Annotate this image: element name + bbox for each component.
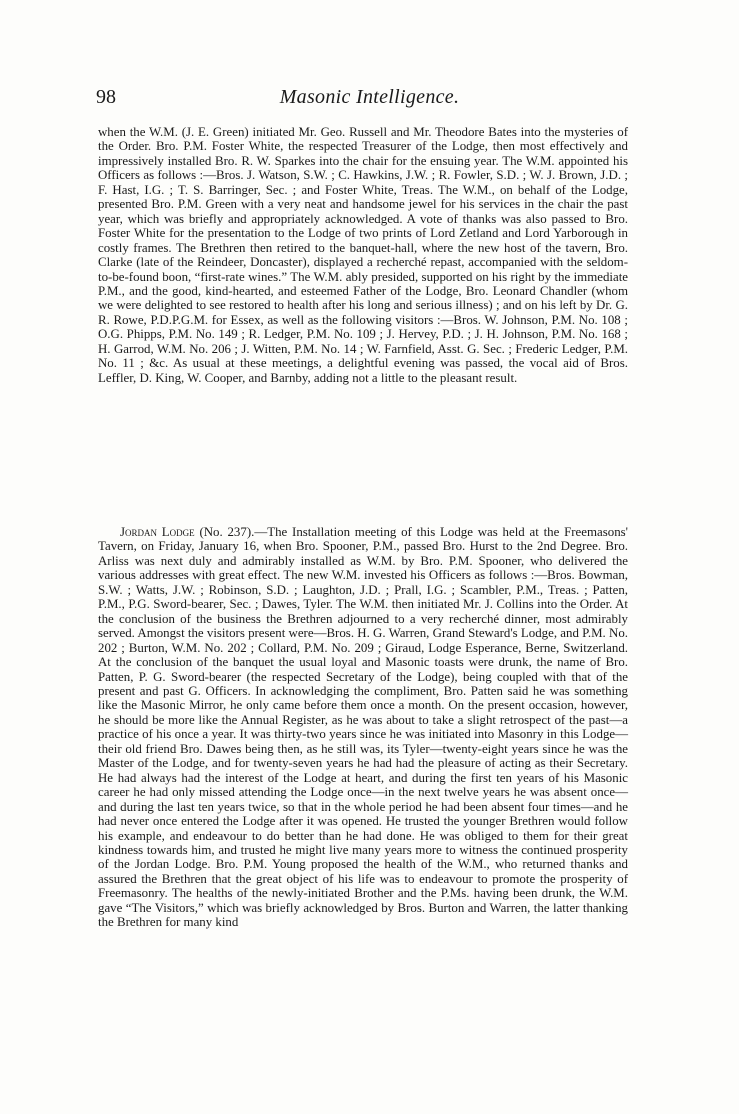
article-paragraph-2 <box>98 525 628 930</box>
paragraph-text <box>98 125 628 385</box>
article-paragraph-1 <box>98 125 628 385</box>
page-header <box>96 86 643 112</box>
paragraph-body: when the W.M. (J. E. Green) initiated Mr. Geo. Russell and Mr. Theodore Bates into the mysteries of the Order. Bro. P.M. Foster White, the respected Treasurer of the Lodge, then most effectively and impressively installed Bro. R. W. Sparkes into the chair for the ensuing year. The W.M. appointed his Officers as follows :—Bros. J. Watson, S.W. ; C. Hawkins, J.W. ; R. Fowler, S.D. ; W. J. Brown, J.D. ; F. Hast, I.G. ; T. S. Barringer, Sec. ; and Foster White, Treas. The W.M., on behalf of the Lodge, presented Bro. P.M. Green with a very neat and handsome jewel for his services in the chair the past year, which was briefly and appropriately acknowledged. A vote of thanks was also passed to Bro. Foster White for the presentation to the Lodge of two prints of Lord Zetland and Lord Yarborough in costly frames. The Brethren then retired to the banquet-hall, where the new host of the tavern, Bro. Clarke (late of the Reindeer, Doncaster), displayed a recherché repast, accompanied with the seldom-to-be-found boon, “first-rate wines.” The W.M. ably presided, supported on his right by the immediate P.M., and the good, kind-hearted, and esteemed Father of the Lodge, Bro. Leonard Chandler (whom we were delighted to see restored to health after his long and serious illness) ; and on his left by Dr. G. R. Rowe, P.D.P.G.M. for Essex, as well as the following visitors :—Bros. W. Johnson, P.M. No. 108 ; O.G. Phipps, P.M. No. 149 ; R. Ledger, P.M. No. 109 ; J. Hervey, P.D. ; J. H. Johnson, P.M. No. 168 ; H. Garrod, W.M. No. 206 ; J. Witten, P.M. No. 14 ; W. Farnfield, Asst. G. Sec. ; Frederic Ledger, P.M. No. 11 ; &c. As usual at these meetings, a delightful evening was passed, the vocal aid of Bros. Leffler, D. King, W. Cooper, and Barnby, adding not a little to the pleasant result. <box>98 125 628 385</box>
paragraph-lead: Jordan Lodge <box>120 525 195 539</box>
page-number: 98 <box>96 86 116 108</box>
running-title: Masonic Intelligence. <box>279 86 460 108</box>
paragraph-body: (No. 237).—The Installation meeting of this Lodge was held at the Freemasons' Tavern, on Friday, January 16, when Bro. Spooner, P.M., passed Bro. Hurst to the 2nd Degree. Bro. Arliss was next duly and admirably installed as W.M. by Bro. P.M. Spooner, who delivered the various addresses with great effect. The new W.M. invested his Officers as follows :—Bros. Bowman, S.W. ; Watts, J.W. ; Robinson, S.D. ; Laughton, J.D. ; Prall, I.G. ; Scambler, P.M., Treas. ; Patten, P.M., P.G. Sword-bearer, Sec. ; Dawes, Tyler. The W.M. then initiated Mr. J. Collins into the Order. At the conclusion of the business the Brethren adjourned to a very recherché dinner, most admirably served. Amongst the visitors present were—Bros. H. G. Warren, Grand Steward's Lodge, and P.M. No. 202 ; Burton, W.M. No. 202 ; Collard, P.M. No. 209 ; Giraud, Lodge Esperance, Berne, Switzerland. At the conclusion of the banquet the usual loyal and Masonic toasts were drunk, the name of Bro. Patten, P. G. Sword-bearer (the respected Secretary of the Lodge), being coupled with that of the present and past G. Officers. In acknowledging the compliment, Bro. Patten said he was something like the Masonic Mirror, he only came before them once a month. On the present occasion, however, he should be more like the Annual Register, as he was about to take a slight retrospect of the past—a practice of his once a year. It was thirty-two years since he was initiated into Masonry in this Lodge—their old friend Bro. Dawes being then, as he still was, its Tyler—twenty-eight years since he was the Master of the Lodge, and for twenty-seven years he had had the pleasure of acting as their Secretary. He had always had the interest of the Lodge at heart, and during the first ten years of his Masonic career he had only missed attending the Lodge once—in the next twelve years he was absent once—and during the last ten years twice, so that in the whole period he had been absent four times—and he had never once entered the Lodge after it was opened. He trusted the younger Brethren would follow his example, and endeavour to do better than he had done. He was obliged to them for their great kindness towards him, and trusted he might live many years more to witness the continued prosperity of the Jordan Lodge. Bro. P.M. Young proposed the health of the W.M., who returned thanks and assured the Brethren that the great object of his life was to endeavour to promote the prosperity of Freemasonry. The healths of the newly-initiated Brother and the P.Ms. having been drunk, the W.M. gave “The Visitors,” which was briefly acknowledged by Bros. Burton and Warren, the latter thanking the Brethren for many kind <box>98 525 628 930</box>
paragraph-text <box>98 525 628 930</box>
